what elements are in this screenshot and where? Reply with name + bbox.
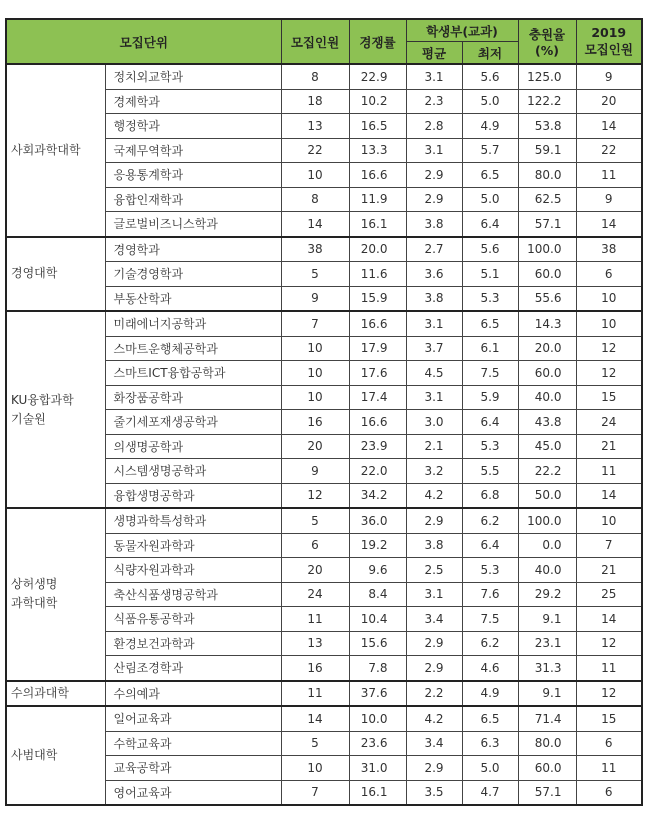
college-name <box>6 706 105 805</box>
record-avg-value: 2.9 <box>406 187 462 212</box>
fill-rate-value: 14.3 <box>518 311 576 336</box>
table-row <box>6 311 642 336</box>
fill-rate-value: 122.2 <box>518 89 576 114</box>
quota-value: 5 <box>281 262 349 287</box>
header-competition: 경쟁률 <box>349 19 406 64</box>
quota-2019-value: 7 <box>576 533 642 558</box>
record-min-value: 5.6 <box>462 64 518 89</box>
quota-2019-value: 38 <box>576 237 642 262</box>
record-min-value: 4.9 <box>462 681 518 707</box>
fill-rate-value: 59.1 <box>518 138 576 163</box>
quota-value: 14 <box>281 706 349 731</box>
quota-2019-value: 6 <box>576 262 642 287</box>
quota-value: 18 <box>281 89 349 114</box>
record-min-value: 6.2 <box>462 508 518 533</box>
record-avg-value: 4.2 <box>406 706 462 731</box>
quota-2019-value: 20 <box>576 89 642 114</box>
header-quota-2019-line1: 2019 <box>591 25 627 40</box>
department-name: 교육공학과 <box>105 756 281 781</box>
quota-value: 8 <box>281 64 349 89</box>
quota-2019-value: 6 <box>576 780 642 805</box>
competition-value: 23.6 <box>349 731 406 756</box>
fill-rate-value: 71.4 <box>518 706 576 731</box>
quota-value: 9 <box>281 459 349 484</box>
record-avg-value: 3.1 <box>406 138 462 163</box>
record-avg-value: 3.8 <box>406 286 462 311</box>
record-avg-value: 2.9 <box>406 656 462 681</box>
department-name: 산림조경학과 <box>105 656 281 681</box>
record-min-value: 7.6 <box>462 582 518 607</box>
quota-2019-value: 15 <box>576 706 642 731</box>
quota-value: 24 <box>281 582 349 607</box>
quota-value: 11 <box>281 607 349 632</box>
table-row <box>6 64 642 89</box>
competition-value: 9.6 <box>349 558 406 583</box>
department-name: 시스템생명공학과 <box>105 459 281 484</box>
quota-value: 10 <box>281 361 349 386</box>
quota-value: 12 <box>281 483 349 508</box>
competition-value: 31.0 <box>349 756 406 781</box>
header-fill-rate-line2: (%) <box>535 43 559 58</box>
quota-2019-value: 21 <box>576 434 642 459</box>
fill-rate-value: 9.1 <box>518 681 576 707</box>
department-name: 융합생명공학과 <box>105 483 281 508</box>
record-avg-value: 2.3 <box>406 89 462 114</box>
record-avg-value: 2.2 <box>406 681 462 707</box>
college-name-line: KU융합과학 <box>11 392 74 407</box>
fill-rate-value: 60.0 <box>518 756 576 781</box>
college-name <box>6 64 105 237</box>
fill-rate-value: 60.0 <box>518 361 576 386</box>
record-avg-value: 3.1 <box>406 582 462 607</box>
fill-rate-value: 23.1 <box>518 631 576 656</box>
competition-value: 17.6 <box>349 361 406 386</box>
record-avg-value: 3.4 <box>406 607 462 632</box>
quota-2019-value: 12 <box>576 361 642 386</box>
record-min-value: 5.0 <box>462 89 518 114</box>
header-quota-2019-line2: 모집인원 <box>584 42 633 57</box>
quota-2019-value: 12 <box>576 336 642 361</box>
table-row <box>6 237 642 262</box>
quota-2019-value: 11 <box>576 756 642 781</box>
table-body <box>6 64 642 805</box>
record-avg-value: 2.1 <box>406 434 462 459</box>
department-name: 축산식품생명공학과 <box>105 582 281 607</box>
fill-rate-value: 57.1 <box>518 212 576 237</box>
department-name: 줄기세포재생공학과 <box>105 410 281 435</box>
college-name <box>6 508 105 681</box>
record-avg-value: 2.5 <box>406 558 462 583</box>
competition-value: 17.9 <box>349 336 406 361</box>
department-name: 수학교육과 <box>105 731 281 756</box>
record-avg-value: 2.7 <box>406 237 462 262</box>
competition-value: 36.0 <box>349 508 406 533</box>
college-name-line: 사회과학대학 <box>11 142 81 157</box>
competition-value: 17.4 <box>349 385 406 410</box>
quota-value: 16 <box>281 410 349 435</box>
record-avg-value: 3.1 <box>406 311 462 336</box>
fill-rate-value: 43.8 <box>518 410 576 435</box>
department-name: 일어교육과 <box>105 706 281 731</box>
quota-value: 20 <box>281 558 349 583</box>
department-name: 환경보건과학과 <box>105 631 281 656</box>
competition-value: 11.9 <box>349 187 406 212</box>
quota-2019-value: 22 <box>576 138 642 163</box>
competition-value: 13.3 <box>349 138 406 163</box>
competition-value: 37.6 <box>349 681 406 707</box>
quota-2019-value: 9 <box>576 64 642 89</box>
fill-rate-value: 53.8 <box>518 114 576 139</box>
college-name-line: 사범대학 <box>11 748 58 762</box>
competition-value: 23.9 <box>349 434 406 459</box>
quota-2019-value: 14 <box>576 114 642 139</box>
record-avg-value: 3.6 <box>406 262 462 287</box>
fill-rate-value: 31.3 <box>518 656 576 681</box>
college-name-line: 기술원 <box>11 411 46 426</box>
record-min-value: 5.3 <box>462 286 518 311</box>
quota-value: 16 <box>281 656 349 681</box>
record-min-value: 6.4 <box>462 410 518 435</box>
department-name: 스마트운행체공학과 <box>105 336 281 361</box>
quota-value: 7 <box>281 311 349 336</box>
header-quota: 모집인원 <box>281 19 349 64</box>
department-name: 국제무역학과 <box>105 138 281 163</box>
record-avg-value: 3.8 <box>406 212 462 237</box>
record-avg-value: 2.8 <box>406 114 462 139</box>
competition-value: 16.5 <box>349 114 406 139</box>
fill-rate-value: 45.0 <box>518 434 576 459</box>
quota-value: 13 <box>281 631 349 656</box>
department-name: 기술경영학과 <box>105 262 281 287</box>
department-name: 미래에너지공학과 <box>105 311 281 336</box>
fill-rate-value: 57.1 <box>518 780 576 805</box>
record-avg-value: 2.9 <box>406 631 462 656</box>
record-avg-value: 3.1 <box>406 385 462 410</box>
record-avg-value: 3.5 <box>406 780 462 805</box>
college-name-line: 경영대학 <box>11 266 58 281</box>
quota-value: 7 <box>281 780 349 805</box>
fill-rate-value: 20.0 <box>518 336 576 361</box>
quota-value: 10 <box>281 385 349 410</box>
record-min-value: 6.5 <box>462 311 518 336</box>
record-min-value: 5.0 <box>462 187 518 212</box>
table-row <box>6 706 642 731</box>
competition-value: 22.9 <box>349 64 406 89</box>
department-name: 융합인재학과 <box>105 187 281 212</box>
college-name <box>6 681 105 707</box>
competition-value: 11.6 <box>349 262 406 287</box>
competition-value: 15.9 <box>349 286 406 311</box>
header-record-min: 최저 <box>462 42 518 65</box>
quota-2019-value: 11 <box>576 459 642 484</box>
competition-value: 10.0 <box>349 706 406 731</box>
quota-value: 10 <box>281 163 349 188</box>
competition-value: 10.4 <box>349 607 406 632</box>
record-min-value: 7.5 <box>462 607 518 632</box>
fill-rate-value: 55.6 <box>518 286 576 311</box>
quota-value: 22 <box>281 138 349 163</box>
quota-value: 13 <box>281 114 349 139</box>
record-min-value: 6.8 <box>462 483 518 508</box>
record-avg-value: 2.9 <box>406 756 462 781</box>
competition-value: 15.6 <box>349 631 406 656</box>
record-avg-value: 2.9 <box>406 508 462 533</box>
college-name-line: 상허생명 <box>11 577 58 592</box>
record-min-value: 6.3 <box>462 731 518 756</box>
department-name: 식품유통공학과 <box>105 607 281 632</box>
record-min-value: 6.4 <box>462 533 518 558</box>
record-avg-value: 3.4 <box>406 731 462 756</box>
header-fill-rate <box>518 19 576 64</box>
quota-value: 11 <box>281 681 349 707</box>
fill-rate-value: 40.0 <box>518 385 576 410</box>
department-name: 의생명공학과 <box>105 434 281 459</box>
quota-2019-value: 11 <box>576 656 642 681</box>
competition-value: 7.8 <box>349 656 406 681</box>
department-name: 식량자원과학과 <box>105 558 281 583</box>
quota-value: 38 <box>281 237 349 262</box>
fill-rate-value: 62.5 <box>518 187 576 212</box>
record-min-value: 6.4 <box>462 212 518 237</box>
record-avg-value: 2.9 <box>406 163 462 188</box>
quota-2019-value: 14 <box>576 607 642 632</box>
record-min-value: 5.3 <box>462 434 518 459</box>
department-name: 정치외교학과 <box>105 64 281 89</box>
admission-results-table <box>5 18 643 806</box>
table-row <box>6 508 642 533</box>
fill-rate-value: 60.0 <box>518 262 576 287</box>
quota-2019-value: 25 <box>576 582 642 607</box>
record-min-value: 6.5 <box>462 706 518 731</box>
record-min-value: 4.9 <box>462 114 518 139</box>
competition-value: 34.2 <box>349 483 406 508</box>
competition-value: 19.2 <box>349 533 406 558</box>
quota-2019-value: 10 <box>576 311 642 336</box>
quota-value: 14 <box>281 212 349 237</box>
header-record-avg: 평균 <box>406 42 462 65</box>
quota-value: 20 <box>281 434 349 459</box>
fill-rate-value: 125.0 <box>518 64 576 89</box>
quota-value: 5 <box>281 508 349 533</box>
quota-value: 9 <box>281 286 349 311</box>
record-min-value: 5.9 <box>462 385 518 410</box>
quota-2019-value: 21 <box>576 558 642 583</box>
college-name <box>6 311 105 508</box>
department-name: 영어교육과 <box>105 780 281 805</box>
quota-2019-value: 10 <box>576 508 642 533</box>
record-min-value: 7.5 <box>462 361 518 386</box>
fill-rate-value: 100.0 <box>518 508 576 533</box>
department-name: 스마트ICT융합공학과 <box>105 361 281 386</box>
table-row <box>6 681 642 707</box>
record-min-value: 5.6 <box>462 237 518 262</box>
department-name: 응용통계학과 <box>105 163 281 188</box>
fill-rate-value: 80.0 <box>518 731 576 756</box>
college-name <box>6 237 105 312</box>
department-name: 부동산학과 <box>105 286 281 311</box>
competition-value: 16.1 <box>349 212 406 237</box>
competition-value: 8.4 <box>349 582 406 607</box>
fill-rate-value: 40.0 <box>518 558 576 583</box>
quota-2019-value: 15 <box>576 385 642 410</box>
college-name-line: 과학대학 <box>11 596 58 611</box>
record-min-value: 6.5 <box>462 163 518 188</box>
record-min-value: 5.7 <box>462 138 518 163</box>
competition-value: 10.2 <box>349 89 406 114</box>
competition-value: 22.0 <box>349 459 406 484</box>
record-min-value: 4.6 <box>462 656 518 681</box>
record-avg-value: 3.1 <box>406 64 462 89</box>
record-avg-value: 3.2 <box>406 459 462 484</box>
competition-value: 16.6 <box>349 410 406 435</box>
quota-2019-value: 6 <box>576 731 642 756</box>
quota-2019-value: 9 <box>576 187 642 212</box>
record-min-value: 5.1 <box>462 262 518 287</box>
college-name-line: 수의과대학 <box>11 685 69 700</box>
header-unit: 모집단위 <box>6 19 281 64</box>
quota-value: 5 <box>281 731 349 756</box>
quota-2019-value: 11 <box>576 163 642 188</box>
department-name: 동물자원과학과 <box>105 533 281 558</box>
quota-value: 10 <box>281 756 349 781</box>
record-min-value: 4.7 <box>462 780 518 805</box>
department-name: 화장품공학과 <box>105 385 281 410</box>
quota-2019-value: 10 <box>576 286 642 311</box>
quota-value: 10 <box>281 336 349 361</box>
department-name: 생명과학특성학과 <box>105 508 281 533</box>
quota-value: 6 <box>281 533 349 558</box>
header-quota-2019 <box>576 19 642 64</box>
competition-value: 16.1 <box>349 780 406 805</box>
competition-value: 16.6 <box>349 311 406 336</box>
header-record-group: 학생부(교과) <box>406 19 518 42</box>
record-min-value: 5.5 <box>462 459 518 484</box>
header-fill-rate-line1: 충원율 <box>528 27 566 42</box>
record-avg-value: 3.7 <box>406 336 462 361</box>
department-name: 수의예과 <box>105 681 281 707</box>
record-min-value: 5.0 <box>462 756 518 781</box>
record-min-value: 6.2 <box>462 631 518 656</box>
department-name: 글로벌비즈니스학과 <box>105 212 281 237</box>
record-min-value: 6.1 <box>462 336 518 361</box>
department-name: 행정학과 <box>105 114 281 139</box>
fill-rate-value: 29.2 <box>518 582 576 607</box>
quota-2019-value: 24 <box>576 410 642 435</box>
table-header <box>6 19 642 64</box>
quota-2019-value: 12 <box>576 681 642 707</box>
fill-rate-value: 9.1 <box>518 607 576 632</box>
fill-rate-value: 50.0 <box>518 483 576 508</box>
competition-value: 20.0 <box>349 237 406 262</box>
department-name: 경영학과 <box>105 237 281 262</box>
fill-rate-value: 100.0 <box>518 237 576 262</box>
fill-rate-value: 80.0 <box>518 163 576 188</box>
fill-rate-value: 0.0 <box>518 533 576 558</box>
record-avg-value: 4.2 <box>406 483 462 508</box>
fill-rate-value: 22.2 <box>518 459 576 484</box>
quota-2019-value: 12 <box>576 631 642 656</box>
record-avg-value: 3.0 <box>406 410 462 435</box>
record-avg-value: 3.8 <box>406 533 462 558</box>
quota-value: 8 <box>281 187 349 212</box>
record-avg-value: 4.5 <box>406 361 462 386</box>
quota-2019-value: 14 <box>576 212 642 237</box>
quota-2019-value: 14 <box>576 483 642 508</box>
competition-value: 16.6 <box>349 163 406 188</box>
department-name: 경제학과 <box>105 89 281 114</box>
record-min-value: 5.3 <box>462 558 518 583</box>
